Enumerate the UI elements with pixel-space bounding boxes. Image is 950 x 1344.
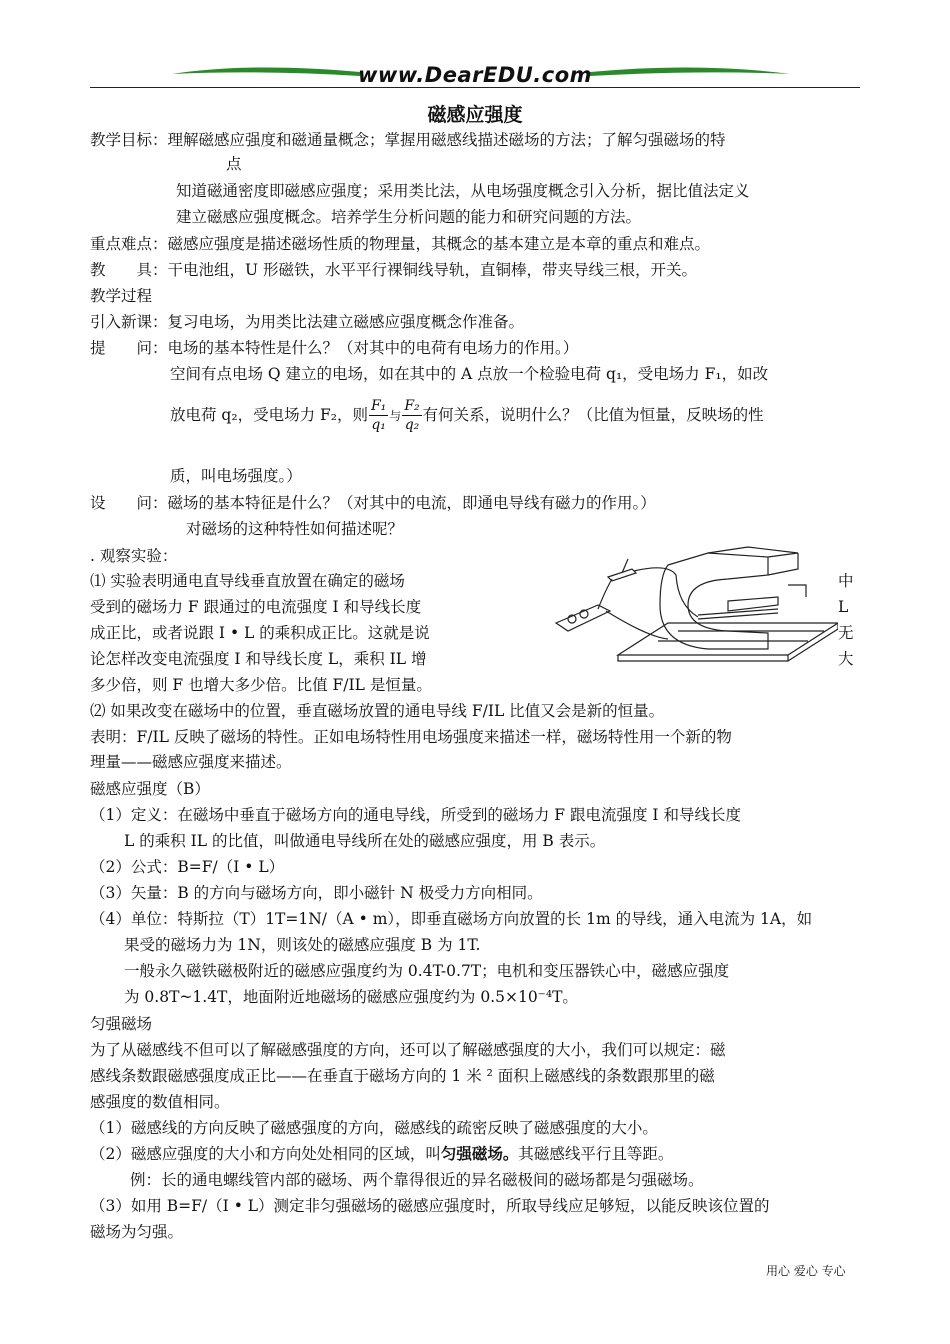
footer-slogan: 用心 爱心 专心: [766, 1264, 846, 1278]
tools: 教 具：干电池组，U 形磁铁，水平平行裸铜线导轨，直铜棒，带夹导线三根，开关。: [90, 261, 697, 279]
question-line-fraction: [170, 398, 764, 434]
fraction-numerator: F₂: [404, 398, 420, 414]
experiment-line-end: 中: [838, 572, 854, 590]
question-line: 空间有点电场 Q 建立的电场，如在其中的 A 点放一个检验电荷 q₁，受电场力 F₁，如改: [170, 365, 769, 383]
experiment-figure: [548, 545, 838, 675]
experiment-title: . 观察实验：: [90, 547, 178, 565]
b-formula: （2）公式：B=F/（I • L）: [90, 858, 285, 876]
uniform-item: （1）磁感线的方向反映了磁感强度的方向，磁感线的疏密反映了磁感强度的大小。: [90, 1119, 658, 1137]
b-typical-values: 为 0.8T~1.4T，地面附近地磁场的磁感应强度约为 0.5×10⁻⁴T。: [124, 988, 578, 1006]
setq-line: 设 问：磁场的基本特征是什么？（对其中的电流，即通电导线有磁力的作用。）: [90, 494, 656, 512]
switch-icon: [608, 559, 636, 581]
page-title: 磁感应强度: [427, 104, 523, 126]
objective-line: 教学目标：理解磁感应强度和磁通量概念；掌握用磁感线描述磁场的方法；了解匀强磁场的特: [90, 131, 726, 149]
intro: 引入新课：复习电场，为用类比法建立磁感应强度概念作准备。: [90, 313, 525, 331]
uniform-item: （3）如用 B=F/（I • L）测定非匀强磁场的磁感应强度时，所取导线应足够短，以能反映该位置的: [90, 1197, 770, 1215]
objective-line: 点: [226, 155, 242, 173]
rail-platform-icon: [618, 623, 838, 661]
b-typical-values: 一般永久磁铁磁极附近的磁感应强度约为 0.4T-0.7T；电机和变压器铁心中，磁感应强度: [124, 962, 730, 980]
battery-icon: [556, 605, 610, 631]
uniform-paragraph: 感线条数跟磁感强度成正比——在垂直于磁场方向的 1 米 ² 面积上磁感线的条数跟那里的磁: [90, 1067, 715, 1085]
experiment-line-end: 大: [838, 650, 854, 668]
experiment-line: 论怎样改变电流强度 I 和导线长度 L，乘积 IL 增: [90, 650, 427, 668]
site-url: www.DearEDU.com: [357, 63, 593, 87]
fraction-denominator: q₂: [404, 417, 420, 433]
uniform-item: [90, 1144, 673, 1164]
wire-icon: [598, 568, 806, 639]
experiment-line: 理量——磁感应强度来描述。: [90, 753, 292, 771]
experiment-line-end: 无: [838, 624, 854, 642]
uniform-example: 例：长的通电螺线管内部的磁场、两个靠得很近的异名磁极间的磁场都是匀强磁场。: [130, 1171, 704, 1189]
question-line: 质，叫电场强度。）: [170, 467, 302, 485]
experiment-line: 多少倍，则 F 也增大多少倍。比值 F/IL 是恒量。: [90, 676, 432, 694]
experiment-line-end: L: [838, 598, 849, 616]
fraction-denominator: q₁: [371, 417, 386, 433]
header-divider: [90, 87, 860, 88]
keypoint: 重点难点：磁感应强度是描述磁场性质的物理量，其概念的基本建立是本章的重点和难点。: [90, 235, 711, 253]
experiment-line: 受到的磁场力 F 跟通过的电流强度 I 和导线长度: [90, 598, 422, 616]
b-section-title: 磁感应强度（B）: [90, 780, 210, 798]
uniform-paragraph: 感强度的数值相同。: [90, 1093, 230, 1111]
experiment-line: ⑴ 实验表明通电直导线垂直放置在确定的磁场: [90, 572, 405, 590]
fraction-f1-q1: [369, 398, 388, 434]
question-text: 有何关系，说明什么？（比值为恒量，反映场的性: [422, 406, 764, 424]
uniform-term: 匀强磁场。: [440, 1144, 519, 1163]
uniform-title: 匀强磁场: [90, 1015, 153, 1033]
objective-line: 建立磁感应强度概念。培养学生分析问题的能力和研究问题的方法。: [176, 208, 642, 226]
b-vector: （3）矢量：B 的方向与磁场方向，即小磁针 N 极受力方向相同。: [90, 884, 543, 902]
fraction-numerator: F₁: [370, 398, 387, 414]
uniform-item-text: 其磁感线平行且等距。: [518, 1145, 674, 1163]
uniform-item-text: （2）磁感应强度的大小和方向处处相同的区域，叫: [90, 1145, 441, 1163]
question-text: 放电荷 q₂，受电场力 F₂，则: [170, 406, 368, 424]
process-title: 教学过程: [90, 287, 153, 305]
b-unit: 果受的磁场力为 1N，则该处的磁感应强度 B 为 1T.: [124, 936, 481, 954]
question-line: 提 问：电场的基本特性是什么？（对其中的电荷有电场力的作用。）: [90, 339, 579, 357]
experiment-line: 成正比，或者说跟 I • L 的乘积成正比。这就是说: [90, 624, 430, 642]
b-definition: （1）定义：在磁场中垂直于磁场方向的通电导线，所受到的磁场力 F 跟电流强度 I 和导线长度: [90, 806, 741, 824]
experiment-line: ⑵ 如果改变在磁场中的位置，垂直磁场放置的通电导线 F/IL 比值又会是新的恒量。: [90, 702, 665, 720]
copper-rod-icon: [698, 609, 778, 619]
b-unit: （4）单位：特斯拉（T）1T=1N/（A • m），即垂直磁场方向放置的长 1m 的导线，通入电流为 1A，如: [90, 910, 813, 928]
uniform-item: 磁场为匀强。: [90, 1223, 184, 1241]
uniform-paragraph: 为了从磁感线不但可以了解磁感强度的方向，还可以了解磁感强度的大小，我们可以规定：磁: [90, 1041, 726, 1059]
objective-line: 知道磁通密度即磁感应强度；采用类比法，从电场强度概念引入分析，据比值法定义: [176, 182, 750, 200]
b-definition: L 的乘积 IL 的比值，叫做通电导线所在处的磁感应强度，用 B 表示。: [124, 832, 606, 850]
fraction-f2-q2: [402, 398, 421, 434]
setq-line: 对磁场的这种特性如何描述呢？: [186, 520, 404, 538]
experiment-line: 表明：F/IL 反映了磁场的特性。正如电场特性用电场强度来描述一样，磁场特性用一个新的物: [90, 728, 732, 746]
fraction-connector: 与: [389, 409, 402, 423]
